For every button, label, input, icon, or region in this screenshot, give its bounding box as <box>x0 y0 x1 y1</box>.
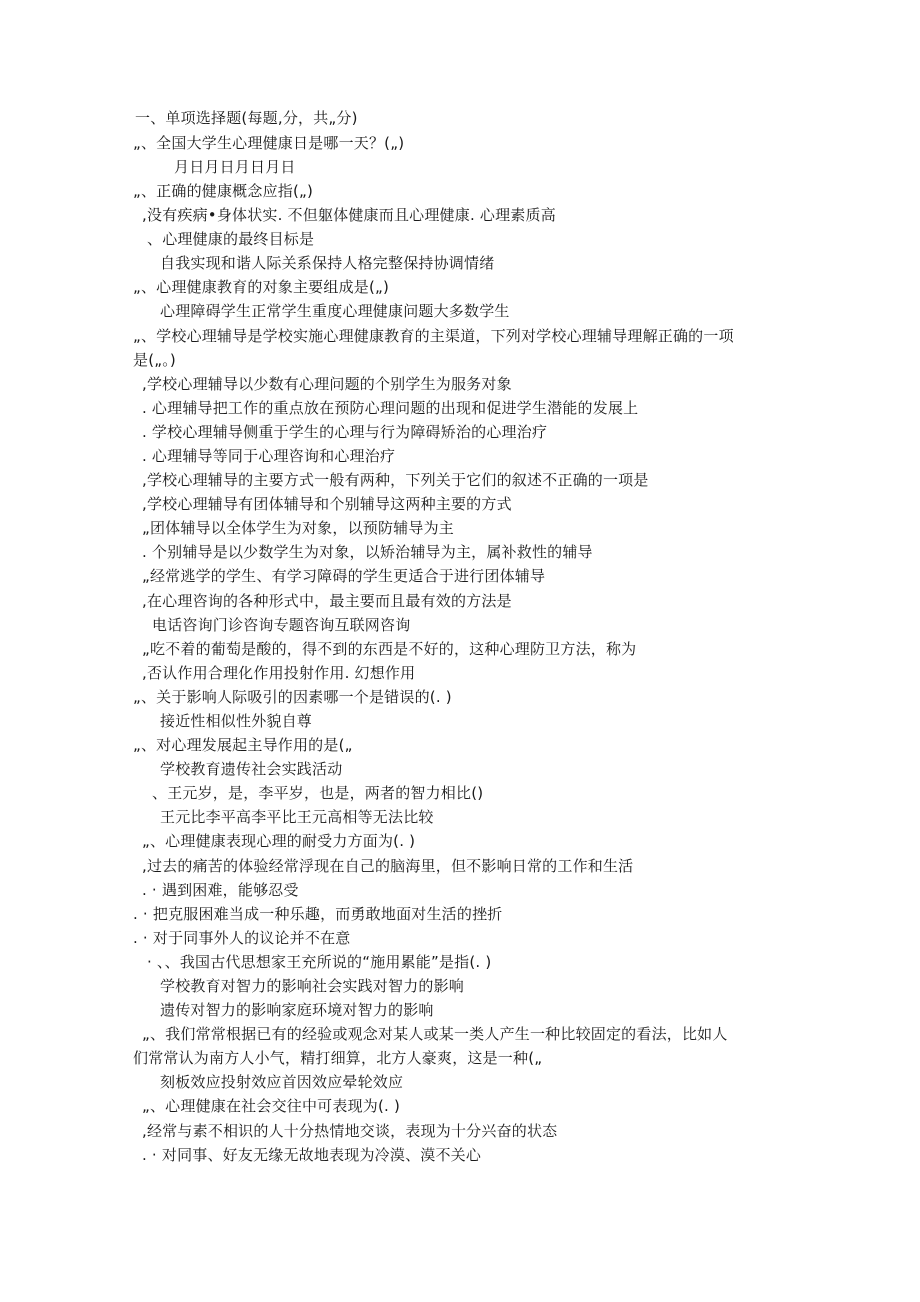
options-8: ,否认作用合理化作用投射作用. 幻想作用 <box>142 664 416 682</box>
question-14: „、我们常常根据已有的经验或观念对某人或某一类人产生一种比较固定的看法，比如人 <box>142 1025 728 1043</box>
question-4: „、心理健康教育的对象主要组成是(„) <box>133 278 390 296</box>
question-12: „、心理健康表现心理的耐受力方面为(. ) <box>142 832 416 850</box>
question-15: „、心理健康在社会交往中可表现为(. ) <box>142 1097 401 1115</box>
question-8: „吃不着的葡萄是酸的，得不到的东西是不好的，这种心理防卫方法，称为 <box>142 640 637 658</box>
option-12d: . · 对于同事外人的议论并不在意 <box>133 929 351 947</box>
section-heading: 一、单项选择题(每题,分，共„分) <box>135 109 358 127</box>
question-14-continued: 们常常认为南方人小气，精打细算，北方人豪爽，这是一种(„ <box>133 1049 543 1067</box>
question-5-continued: 是(„。) <box>133 351 176 369</box>
question-6: ,学校心理辅导的主要方式一般有两种，下列关于它们的叙述不正确的一项是 <box>142 471 649 489</box>
option-6c: . 个别辅导是以少数学生为对象，以矫治辅导为主，属补救性的辅导 <box>142 543 593 561</box>
options-13-line-1: 学校教育对智力的影响社会实践对智力的影响 <box>160 977 465 995</box>
option-6b: „团体辅导以全体学生为对象，以预防辅导为主 <box>142 519 454 537</box>
option-15a: ,经常与素不相识的人十分热情地交谈，表现为十分兴奋的状态 <box>142 1122 558 1140</box>
option-15b: . · 对同事、好友无缘无故地表现为冷漠、漠不关心 <box>142 1146 482 1164</box>
question-2: „、正确的健康概念应指(„) <box>133 182 314 200</box>
question-3: 、心理健康的最终目标是 <box>147 230 315 248</box>
question-13: · 、、我国古代思想家王充所说的“施用累能”是指(. ) <box>147 953 492 971</box>
options-1: 月日月日月日月日 <box>174 158 296 176</box>
option-12b: . · 遇到困难，能够忍受 <box>142 881 299 899</box>
option-6d: „经常逃学的学生、有学习障碍的学生更适合于进行团体辅导 <box>142 567 546 585</box>
options-14: 刻板效应投射效应首因效应晕轮效应 <box>160 1073 404 1091</box>
question-10: „、对心理发展起主导作用的是(„ <box>133 736 353 754</box>
options-3: 自我实现和谐人际关系保持人格完整保持协调情绪 <box>160 254 495 272</box>
options-4: 心理障碍学生正常学生重度心理健康问题大多数学生 <box>160 302 510 320</box>
options-10: 学校教育遗传社会实践活动 <box>160 760 343 778</box>
option-5a: ,学校心理辅导以少数有心理问题的个别学生为服务对象 <box>142 375 512 393</box>
options-2: ,没有疾病•身体状实. 不但躯体健康而且心理健康. 心理素质高 <box>142 206 556 224</box>
option-5c: . 学校心理辅导侧重于学生的心理与行为障碍矫治的心理治疗 <box>142 423 548 441</box>
options-7: 电话咨询门诊咨询专题咨询互联网咨询 <box>152 616 411 634</box>
options-9: 接近性相似性外貌自尊 <box>160 712 313 730</box>
question-1: „、全国大学生心理健康日是哪一天？(„) <box>133 134 405 152</box>
option-5b: . 心理辅导把工作的重点放在预防心理问题的出现和促进学生潜能的发展上 <box>142 399 639 417</box>
option-12c: . · 把克服困难当成一种乐趣，而勇敢地面对生活的挫折 <box>133 905 503 923</box>
question-11: 、王元岁，是，李平岁，也是，两者的智力相比() <box>152 784 484 802</box>
option-6a: ,学校心理辅导有团体辅导和个别辅导这两种主要的方式 <box>142 495 512 513</box>
option-12a: ,过去的痛苦的体验经常浮现在自己的脑海里，但不影响日常的工作和生活 <box>142 857 634 875</box>
option-5d: . 心理辅导等同于心理咨询和心理治疗 <box>142 447 396 465</box>
question-7: ,在心理咨询的各种形式中，最主要而且最有效的方法是 <box>142 592 512 610</box>
question-5: „、学校心理辅导是学校实施心理健康教育的主渠道，下列对学校心理辅导理解正确的一项 <box>133 327 734 345</box>
options-13-line-2: 遗传对智力的影响家庭环境对智力的影响 <box>160 1001 434 1019</box>
question-9: „、关于影响人际吸引的因素哪一个是错误的(. ) <box>133 688 452 706</box>
options-11: 王元比李平高李平比王元高相等无法比较 <box>160 808 434 826</box>
